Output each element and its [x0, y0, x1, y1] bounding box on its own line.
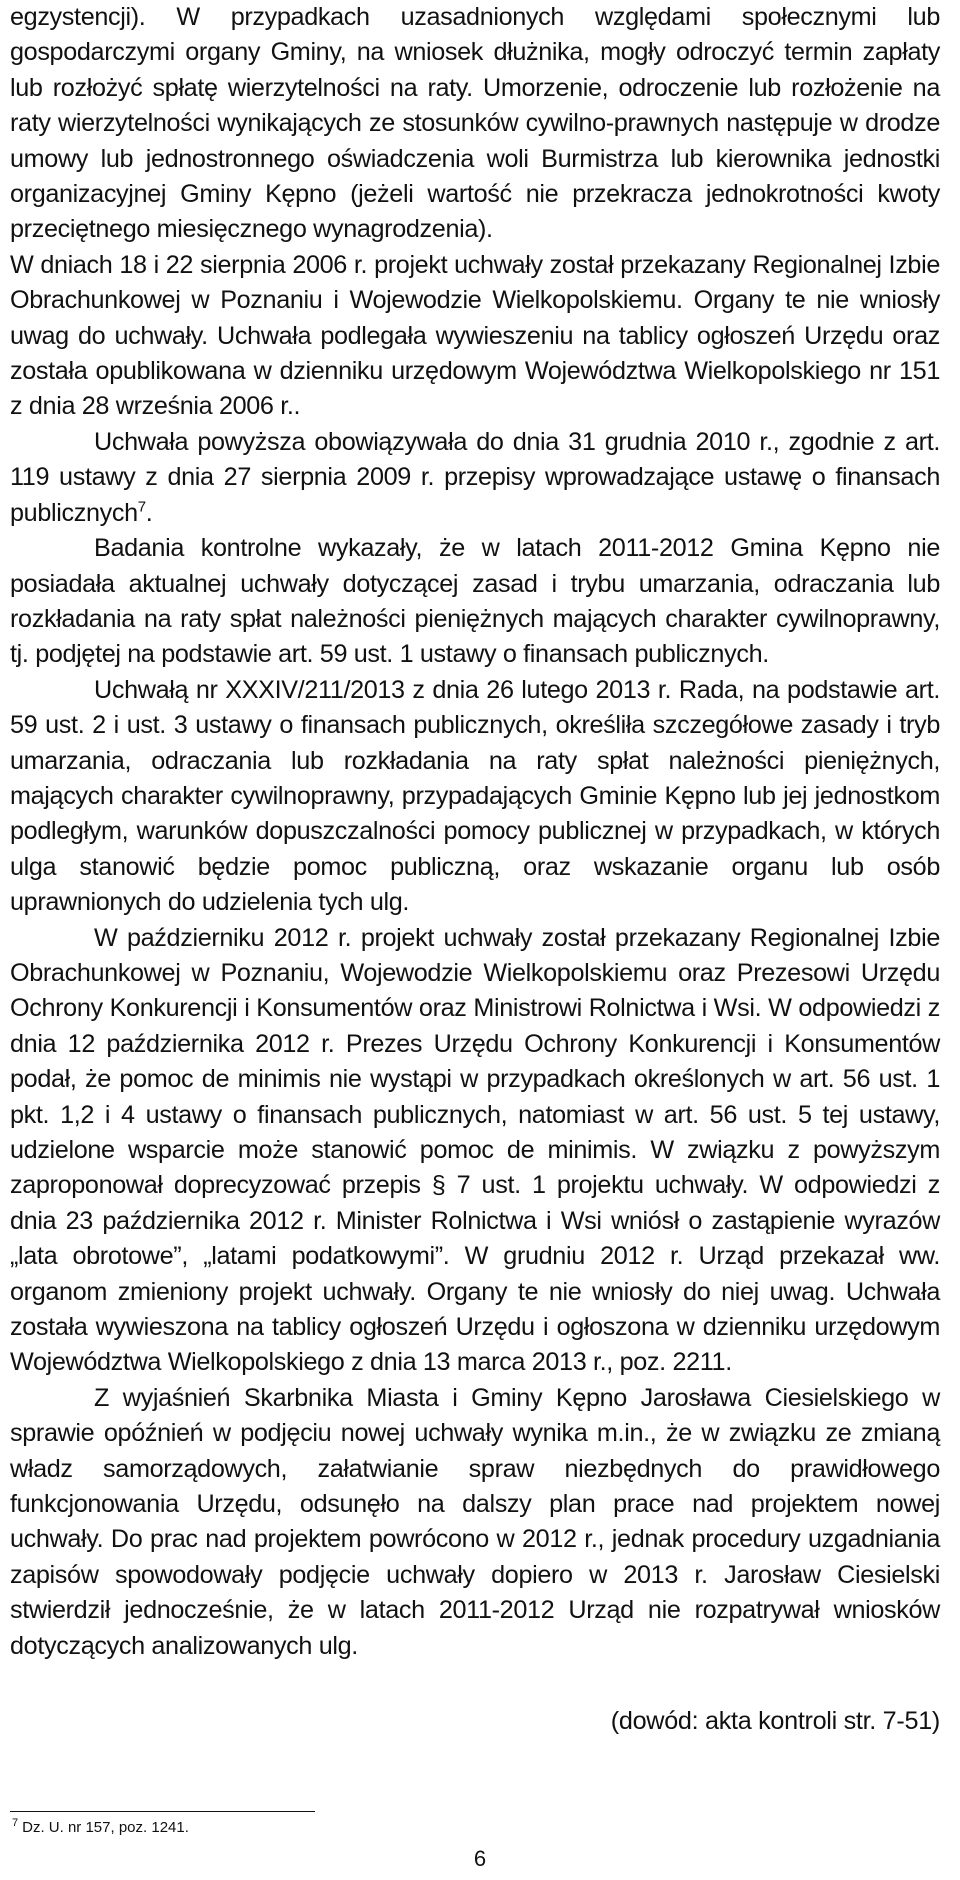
document-body [10, 0, 940, 1739]
footnote-separator [10, 1811, 315, 1812]
footnote-text: Dz. U. nr 157, poz. 1241. [22, 1819, 189, 1836]
paragraph-4 [10, 531, 940, 673]
evidence-note: (dowód: akta kontroli str. 7-51) [610, 1707, 940, 1736]
footnote-number: 7 [12, 1817, 19, 1829]
footnote-reference[interactable]: 7 [137, 498, 146, 516]
paragraph-4-text: Badania kontrolne wykazały, że w latach 2011-2012 Gmina Kępno nie posiadała aktualnej uchwały dotyczącej zasad i trybu umarzania, odraczania lub rozkładania na raty spłat należności pieniężnych mających charakter cywilnoprawny, tj. podjętej na podstawie art. 59 ust. 1 ustawy o finansach publicznych. [10, 534, 940, 669]
paragraph-3-end: . [145, 498, 153, 527]
paragraph-3-text: Uchwała powyższa obowiązywała do dnia 31 grudnia 2010 r., zgodnie z art. 119 ustawy z dnia 27 sierpnia 2009 r. przepisy wprowadzające ustawę o finansach publicznych [10, 427, 940, 527]
paragraph-1-text: egzystencji). W przypadkach uzasadnionych względami społecznymi lub gospodarczymi organy Gminy, na wniosek dłużnika, mogły odroczyć termin zapłaty lub rozłożyć spłatę wierzytelności na raty. Umorzenie, odroczenie lub rozłożenie na raty wierzytelności wynikających ze stosunków cywilno-prawnych następuje w drodze umowy lub jednostronnego oświadczenia woli Burmistrza lub kierownika jednostki organizacyjnej Gminy Kępno (jeżeli wartość nie przekracza jednokrotności kwoty przeciętnego miesięcznego wynagrodzenia). [10, 3, 940, 244]
footnote [12, 1818, 189, 1838]
paragraph-2-text: W dniach 18 i 22 sierpnia 2006 r. projekt uchwały został przekazany Regionalnej Izbie Obrachunkowej w Poznaniu i Wojewodzie Wielkopolskiemu. Organy te nie wniosły uwag do uchwały. Uchwała podlegała wywieszeniu na tablicy ogłoszeń Urzędu oraz została opublikowana w dzienniku urzędowym Województwa Wielkopolskiego nr 151 z dnia 28 września 2006 r.. [10, 250, 940, 421]
paragraph-5 [10, 673, 940, 921]
paragraph-2 [10, 248, 940, 425]
paragraph-6-text: W październiku 2012 r. projekt uchwały został przekazany Regionalnej Izbie Obrachunkowej w Poznaniu, Wojewodzie Wielkopolskiemu oraz Prezesowi Urzędu Ochrony Konkurencji i Konsumentów oraz Ministrowi Rolnictwa i Wsi. W odpowiedzi z dnia 12 października 2012 r. Prezes Urzędu Ochrony Konkurencji i Konsumentów podał, że pomoc de minimis nie wystąpi w przypadkach określonych w art. 56 ust. 1 pkt. 1,2 i 4 ustawy o finansach publicznych, natomiast w art. 56 ust. 5 tej ustawy, udzielone wsparcie może stanowić pomoc de minimis. W związku z powyższym zaproponował doprecyzować przepis § 7 ust. 1 projektu uchwały. W odpowiedzi z dnia 23 października 2012 r. Minister Rolnictwa i Wsi wniósł o zastąpienie wyrazów „lata obrotowe”, „latami podatkowymi”. W grudniu 2012 r. Urząd przekazał ww. organom zmieniony projekt uchwały. Organy te nie wniosły do niej uwag. Uchwała została wywieszona na tablicy ogłoszeń Urzędu i ogłoszona w dzienniku urzędowym Województwa Wielkopolskiego z dnia 13 marca 2013 r., poz. 2211. [10, 923, 940, 1377]
paragraph-6 [10, 921, 940, 1381]
page-number: 6 [473, 1846, 487, 1871]
paragraph-5-text: Uchwałą nr XXXIV/211/2013 z dnia 26 lutego 2013 r. Rada, na podstawie art. 59 ust. 2 i ust. 3 ustawy o finansach publicznych, określiła szczegółowe zasady i tryb umarzania, odraczania lub rozkładania na raty spłat należności pieniężnych, mających charakter cywilnoprawny, przypadających Gminie Kępno lub jej jednostkom podległym, warunków dopuszczalności pomocy publicznej w przypadkach, w których ulga stanowić będzie pomoc publiczną, oraz wskazanie organu lub osób uprawnionych do udzielenia tych ulg. [10, 675, 940, 917]
paragraph-1 [10, 0, 940, 248]
paragraph-3 [10, 425, 940, 531]
paragraph-7 [10, 1381, 940, 1664]
paragraph-7-text: Z wyjaśnień Skarbnika Miasta i Gminy Kępno Jarosława Ciesielskiego w sprawie opóźnień w podjęciu nowej uchwały wynika m.in., że w związku ze zmianą władz samorządowych, załatwianie spraw niezbędnych do prawidłowego funkcjonowania Urzędu, odsunęło na dalszy plan prace nad projektem nowej uchwały. Do prac nad projektem powrócono w 2012 r., jednak procedury uzgadniania zapisów spowodowały podjęcie uchwały dopiero w 2013 r. Jarosław Ciesielski stwierdził jednocześnie, że w latach 2011-2012 Urząd nie rozpatrywał wniosków dotyczących analizowanych ulg. [10, 1383, 940, 1660]
